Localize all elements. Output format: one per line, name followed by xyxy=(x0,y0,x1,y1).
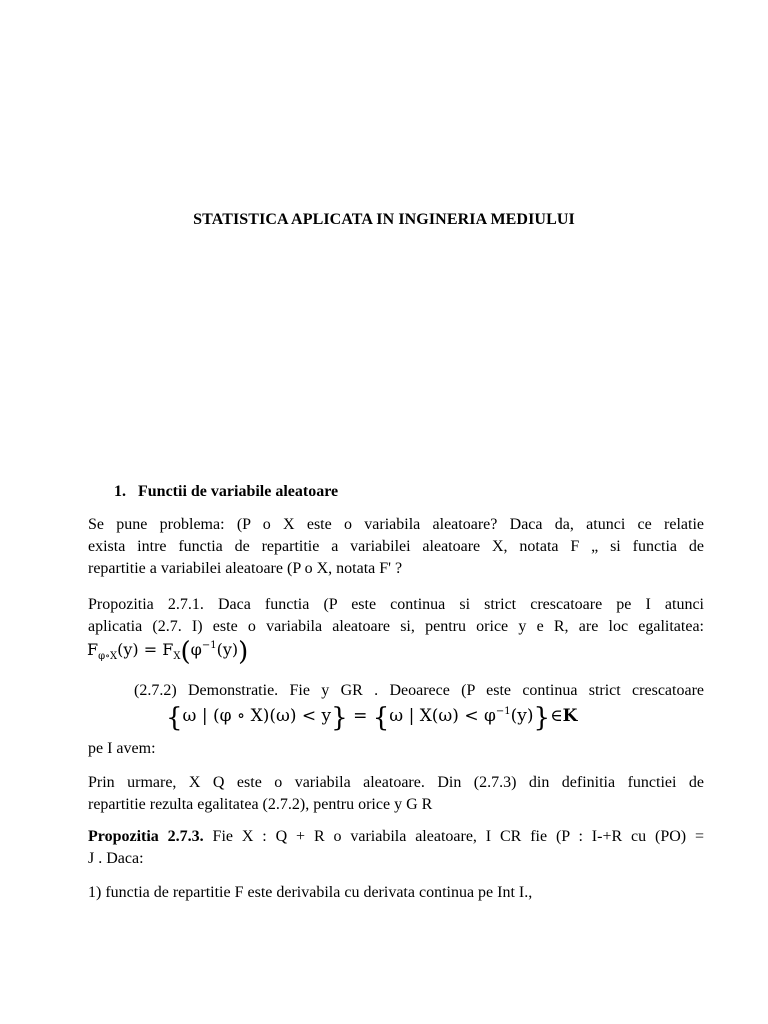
paragraph-demonstration xyxy=(134,680,704,702)
document-title: STATISTICA APLICATA IN INGINERIA MEDIULUI xyxy=(193,211,575,228)
text-line: Prin urmare, X Q este o variabila aleatoare. Din (2.7.3) din definitia functiei de xyxy=(88,774,704,791)
paragraph-proposition-271 xyxy=(88,594,704,638)
paragraph-proposition-273 xyxy=(88,826,704,870)
text-line: pe I avem: xyxy=(88,740,156,757)
text-line: J . Daca: xyxy=(88,850,144,867)
paragraph-pe-i-avem xyxy=(88,738,704,760)
text-line: aplicatia (2.7. I) este o variabila aleatoare si, pentru orice y e R, are loc egalitatea: xyxy=(88,618,704,635)
text-line: Se pune problema: (P o X este o variabila aleatoare? Daca da, atunci ce relatie xyxy=(88,516,704,533)
text-line: (2.7.2) Demonstratie. Fie y GR . Deoarece (P este continua strict crescatoare xyxy=(134,682,704,699)
section-number: 1. xyxy=(114,483,126,500)
formula-distribution-equality: $F_{\varphi\circ X}(y) = F_X(\varphi^{-1}(y))$ xyxy=(87,637,249,667)
text-line: exista intre functia de repartitie a variabilei aleatoare X, notata F „ si functia de xyxy=(88,538,704,555)
section-title: Functii de variabile aleatoare xyxy=(138,483,339,500)
text-line: repartitie rezulta egalitatea (2.7.2), pentru orice y G R xyxy=(88,796,433,813)
text-line: Propozitia 2.7.1. Daca functia (P este continua si strict crescatoare pe I atunci xyxy=(88,596,704,613)
paragraph-conclusion xyxy=(88,772,704,816)
formula-set-equality: {ω | (φ ∘ X)(ω) < y} = {ω | $X(\omega) < \varphi^{-1}(y)\}\in K$ xyxy=(166,703,578,733)
text-line: 1) functia de repartitie F este derivabila cu derivata continua pe Int I., xyxy=(88,884,533,901)
paragraph-problem xyxy=(88,514,704,580)
proposition-label: Propozitia 2.7.3. xyxy=(88,828,204,845)
text-line xyxy=(88,826,704,848)
section-heading xyxy=(114,483,338,501)
paragraph-condition-1 xyxy=(88,882,704,904)
text-line: repartitie a variabilei aleatoare (P o X, notata F' ? xyxy=(88,560,403,577)
proposition-text: Fie X : Q + R o variabila aleatoare, I CR fie (P : I-+R cu (PO) = xyxy=(203,828,704,845)
